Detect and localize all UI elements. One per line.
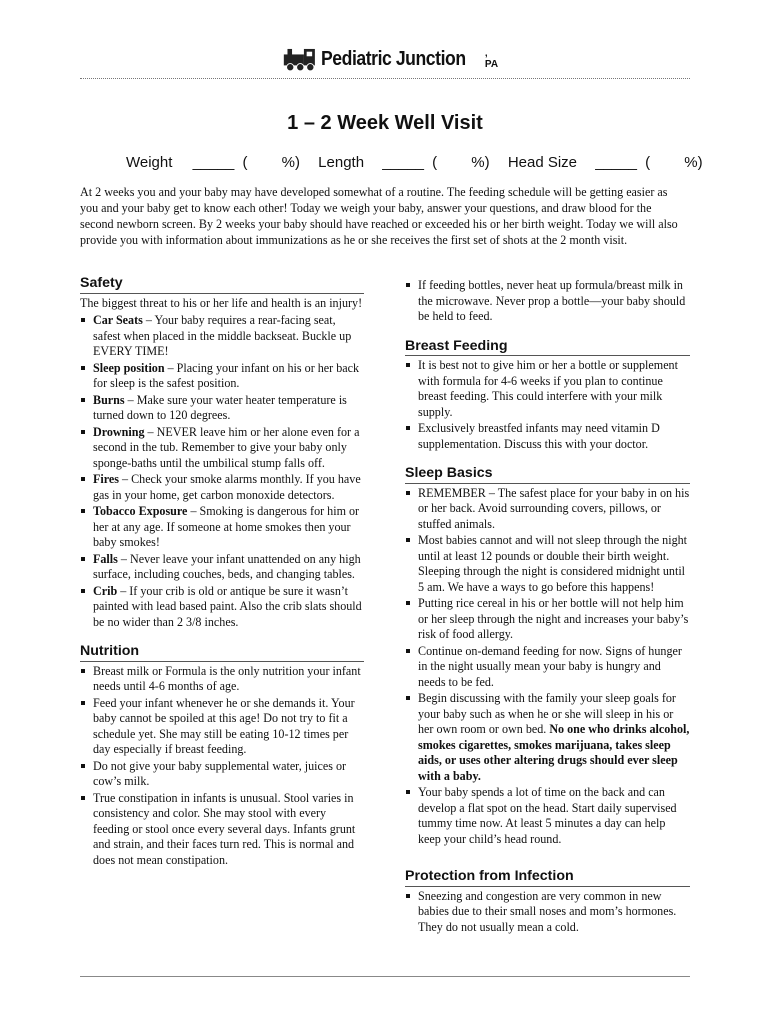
weight-open: (: [242, 154, 248, 171]
length-label: Length: [318, 154, 365, 171]
head-size-label: Head Size: [507, 154, 578, 171]
left-column: [80, 276, 364, 869]
weight-percent: %): [281, 154, 300, 171]
breast-feeding-heading: Breast Feeding: [405, 339, 690, 357]
bottle-list: [405, 278, 690, 325]
list-item: It is best not to give him or her a bottle or supplement with formula for 4-6 weeks if you plan to continue breast feeding. This could interfere with your milk supply.: [405, 358, 690, 420]
head-size-open: (: [645, 154, 651, 171]
list-item: Crib – If your crib is old or antique be sure it wasn’t painted with lead based paint. Also the crib slats should be no wider than 2 3/8 inches.: [80, 584, 364, 631]
train-icon: [282, 44, 319, 74]
list-item: Your baby spends a lot of time on the back and can develop a flat spot on the head. Start daily supervised tummy time now. At least 5 minutes a day can help keep your child’s head round.: [405, 785, 690, 847]
safety-lead: The biggest threat to his or her life and health is an injury!: [80, 295, 363, 310]
logo-suffix: , PA: [484, 48, 499, 70]
list-item: Begin discussing with the family your sleep goals for your baby such as when he or she will sleep in his or her own room or own bed. No one who drinks alcohol, smokes cigarettes, smokes marijuana, takes sleep aids, or uses other altering drugs should ever sleep with a baby.: [405, 691, 690, 784]
safety-list: [80, 313, 364, 630]
list-item: If feeding bottles, never heat up formula/breast milk in the microwave. Never prop a bottle—your baby should be held to feed.: [405, 278, 690, 325]
length-open: (: [432, 154, 438, 171]
infection-heading: Protection from Infection: [405, 869, 690, 887]
footer-divider: [80, 976, 690, 977]
list-item: True constipation in infants is unusual. Stool varies in consistency and color. She may stool with every feeding or stool once every several days. Infants grunt and strain, and their faces turn red. This is normal and does not mean constipation.: [80, 791, 364, 869]
sleep-basics-heading: Sleep Basics: [405, 466, 690, 484]
list-item: Sneezing and congestion are very common in new babies due to their small noses and mom’s hormones. They do not usually mean a cold.: [405, 889, 690, 936]
length-percent: %): [471, 154, 490, 171]
list-item: Sleep position – Placing your infant on his or her back for sleep is the safest position.: [80, 361, 364, 392]
safety-heading: Safety: [80, 276, 364, 294]
list-item: Drowning – NEVER leave him or her alone even for a second in the tub. Remember to give your baby only sponge-baths until the umbilical stump falls off.: [80, 425, 364, 472]
logo-text: Pediatric Junction: [320, 47, 466, 70]
list-item: Burns – Make sure your water heater temperature is turned down to 120 degrees.: [80, 393, 364, 424]
list-item: Most babies cannot and will not sleep through the night until at least 12 pounds or double their birth weight. Sleeping through the night is considered midnight until 5 am. We have a ways to go before this happens!: [405, 533, 690, 595]
length-blank: _____: [382, 154, 424, 171]
nutrition-list: [80, 664, 364, 869]
breast-feeding-list: [405, 358, 690, 452]
header-divider: [80, 78, 690, 79]
sleep-list: [405, 486, 690, 848]
logo: [282, 42, 502, 76]
head-size-percent: %): [684, 154, 703, 171]
list-item: Continue on-demand feeding for now. Signs of hunger in the night usually mean your baby is hungry and needs to be fed.: [405, 644, 690, 691]
head-size-blank: _____: [595, 154, 637, 171]
list-item: Breast milk or Formula is the only nutrition your infant needs until 4-6 months of age.: [80, 664, 364, 695]
intro-paragraph: At 2 weeks you and your baby may have developed somewhat of a routine. The feeding schedule will be getting easier as you and your baby get to know each other! Today we weigh your baby, answer your questions, and draw blood for the second newborn screen. By 2 weeks your baby should have reached or exceeded his or her birth weight. Today we will also provide you with information about immunizations as he or she receives the first set of shots at the 2 month visit.: [80, 185, 678, 247]
list-item: Feed your infant whenever he or she demands it. Your baby cannot be spoiled at this age! Do not try to fit a schedule yet. She may still be eating 10-12 times per day especially if breast feeding.: [80, 696, 364, 758]
list-item: Car Seats – Your baby requires a rear-facing seat, safest when placed in the middle backseat. Buckle up EVERY TIME!: [80, 313, 364, 360]
weight-label: Weight: [126, 154, 173, 171]
list-item: Fires – Check your smoke alarms monthly. If you have gas in your home, get carbon monoxide detectors.: [80, 472, 364, 503]
list-item: Do not give your baby supplemental water, juices or cow’s milk.: [80, 759, 364, 790]
nutrition-heading: Nutrition: [80, 644, 364, 662]
list-item: Putting rice cereal in his or her bottle will not help him or her sleep through the night and increases your baby’s risk of food allergy.: [405, 596, 690, 643]
infection-list: [405, 889, 690, 936]
list-item: Falls – Never leave your infant unattended on any high surface, including couches, beds, and changing tables.: [80, 552, 364, 583]
page-title: 1 – 2 Week Well Visit: [287, 112, 483, 134]
measurements-line: [126, 154, 703, 171]
list-item: Exclusively breastfed infants may need vitamin D supplementation. Discuss this with your doctor.: [405, 421, 690, 452]
list-item: Tobacco Exposure – Smoking is dangerous for him or her at any age. If someone at home smokes then your baby smokes!: [80, 504, 364, 551]
weight-blank: _____: [192, 154, 235, 171]
right-column: [405, 278, 690, 936]
list-item: REMEMBER – The safest place for your baby in on his or her back. Avoid surrounding covers, pillows, or stuffed animals.: [405, 486, 690, 533]
